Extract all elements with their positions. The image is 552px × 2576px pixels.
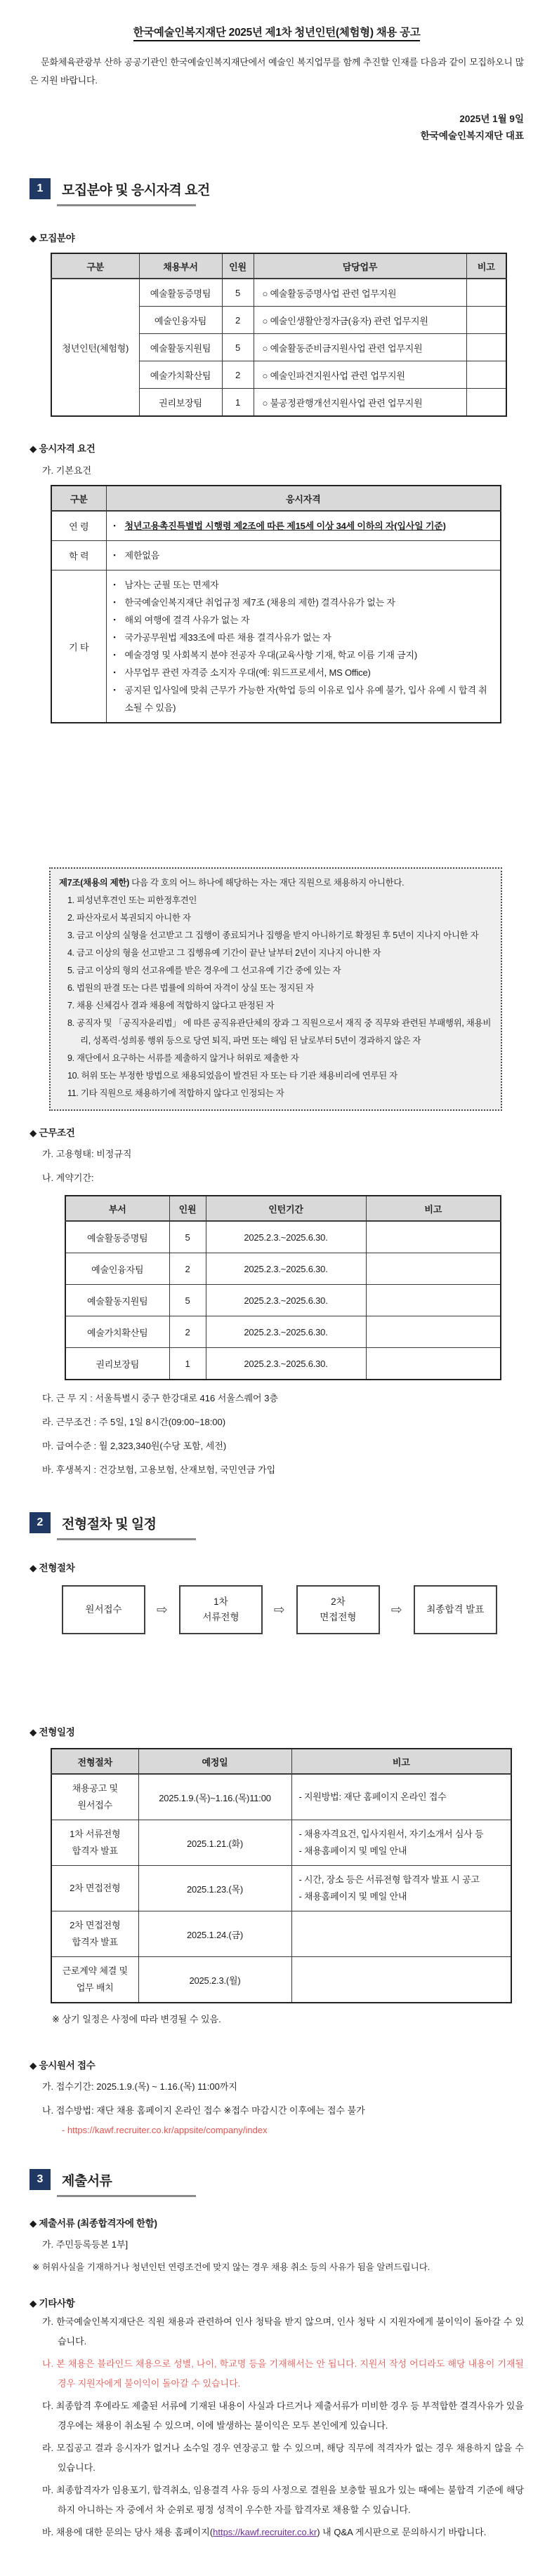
col-header: 비고 xyxy=(291,1749,511,1774)
col-header: 비고 xyxy=(366,1196,501,1221)
application-site-link[interactable]: - https://kawf.recruiter.co.kr/appsite/company/index xyxy=(62,2125,268,2135)
employment-type-line: 가. 고용형태: 비정규직 xyxy=(42,1149,132,1159)
section-recruit-fields xyxy=(29,178,524,1479)
heading-etc: ◆ 기타사항 xyxy=(29,2298,75,2309)
bullet-icon: ▪ xyxy=(113,616,116,623)
recruit-fields-table xyxy=(51,253,507,417)
table-row: 청년인턴(체험형) 예술활동증명팀 5 ○ 예술활동증명사업 관련 업무지원 xyxy=(51,279,506,307)
table-row: 1차 서류전형 합격자 발표 2025.1.21.(화) - 채용자격요건, 입사지원서, 자기소개서 심사 등 - 채용홈페이지 및 메일 안내 xyxy=(51,1820,511,1866)
work-location-line: 다. 근 무 지 : 서울특별시 중구 한강대로 416 서울스퀘어 3층 xyxy=(42,1393,278,1403)
schedule-table xyxy=(51,1748,512,2003)
col-header: 인턴기간 xyxy=(206,1196,366,1221)
table-row-etc: 기 타 ▪ 남자는 군필 또는 면제자 ▪ 한국예술인복지재단 취업규정 제7조 (채용의 제한) 결격사유가 없는 자 ▪ 해외 여행에 결격 사유가 없는 자 ▪ 국가공무원법 제33조에 따른 채용 결격사유가 없는 자 ▪ 예술경영 및 사회복지 분야 전공자 우대(교육사항 기재, 학교 이름 기재 금지) ▪ 사무업무 관련 자격증 소지자 우대(예: 워드프로세서, MS Office) ▪ 공지된 입사일에 맞춰 근무가 가능한 자(학업 등의 이유로 입사 유예 불가, 입사 유예 시 합격 취소될 수 있음) xyxy=(51,570,501,723)
table-row: 채용공고 및 원서접수 2025.1.9.(목)~1.16.(목)11:00 - 지원방법: 재단 홈페이지 온라인 접수 xyxy=(51,1774,511,1820)
heading-recruit-fields: ◆ 모집분야 xyxy=(29,233,75,243)
law-item: 3. 금고 이상의 실형을 선고받고 그 집행이 종료되거나 집행을 받지 아니하기로 확정된 후 5년이 지나지 아니한 자 xyxy=(67,930,479,940)
heading-application-submission: ◆ 응시원서 접수 xyxy=(29,2060,96,2071)
col-header: 전형절차 xyxy=(51,1749,138,1774)
col-header: 예정일 xyxy=(138,1749,291,1774)
law-item: 10. 허위 또는 부정한 방법으로 채용되었음이 발견된 자 또는 타 기관 채용비리에 연루된 자 xyxy=(67,1071,397,1081)
arrow-right-icon: ⇨ xyxy=(390,1602,402,1617)
law-item: 9. 재단에서 요구하는 서류를 제출하지 않거나 허위로 제출한 자 xyxy=(67,1053,299,1063)
heading-work-conditions: ◆ 근무조건 xyxy=(29,1128,75,1138)
law-item: 2. 파산자로서 복권되지 아니한 자 xyxy=(67,913,191,923)
section-rule xyxy=(57,1538,196,1540)
bullet-icon: ▪ xyxy=(113,522,116,529)
table-row: 예술활동지원팀 5 ○ 예술활동준비금지원사업 관련 업무지원 xyxy=(51,334,506,361)
law-item: 4. 금고 이상의 형을 선고받고 그 집행유예 기간이 끝난 날부터 2년이 지나지 아니한 자 xyxy=(67,948,381,958)
process-flowchart xyxy=(62,1585,524,1634)
section-title: 전형절차 및 일정 xyxy=(62,1516,157,1532)
table-row: 권리보장팀 1 ○ 불공정관행개선지원사업 관련 업무지원 xyxy=(51,389,506,417)
etc-item-d: 라. 모집공고 결과 응시자가 없거나 소수일 경우 연장공고 할 수 있으며, 해당 직무에 적격자가 없는 경우 채용하지 않을 수 있습니다. xyxy=(42,2443,524,2473)
flow-step-final-announcement: 최종합격 발표 xyxy=(414,1585,497,1634)
law-item: 11. 기타 직원으로 채용하기에 적합하지 않다고 인정되는 자 xyxy=(67,1088,284,1098)
bullet-icon: ▪ xyxy=(113,552,116,559)
sub-heading-basic-req: 가. 기본요건 xyxy=(42,465,92,476)
table-row: 권리보장팀 1 2025.2.3.~2025.6.30. xyxy=(65,1348,501,1380)
employment-restriction-box: 제7조(채용의 제한) 다음 각 호의 어느 하나에 해당하는 자는 재단 직원으로 채용하지 아니한다. 1. 피성년후견인 또는 피한정후견인 2. 파산자로서 복권되지 아니한 자 3. 금고 이상의 실형을 선고받고 그 집행이 종료되거나 집행을 받지 아니하기로 확정된 후 5년이 지나지 아니한 자 4. 금고 이상의 형을 선고받고 그 집행유예 기간이 끝난 날부터 2년이 지나지 아니한 자 5. 금고 이상의 형의 선고유예를 받은 경우에 그 선고유예 기간 중에 있는 자 6. 법원의 판결 또는 다른 법률에 의하여 자격이 상실 또는 정지된 자 7. 채용 신체검사 결과 채용에 적합하지 않다고 판정된 자 8. 공직자 및 「공직자윤리법」 에 따른 공직유관단체의 장과 그 직원으로서 재직 중 직무와 관련된 부패행위, 채용비리, 성폭력·성희롱 행위 등으로 당연 퇴직, 파면 또는 해임 된 날로부터 5년이 경과하지 않은 자 9. 재단에서 요구하는 서류를 제출하지 않거나 허위로 제출한 자 10. 허위 또는 부정한 방법으로 채용되었음이 발견된 자 또는 타 기관 채용비리에 연루된 자 11. 기타 직원으로 채용하기에 적합하지 않다고 인정되는 자 xyxy=(49,867,502,1111)
salary-line: 마. 급여수준 : 월 2,323,340원(수당 포함, 세전) xyxy=(42,1441,227,1451)
arrow-right-icon: ⇨ xyxy=(157,1602,168,1617)
table-row-age: 연 령 ▪ 청년고용촉진특별법 시행령 제2조에 따른 제15세 이상 34세 이하의 자(입사일 기준) xyxy=(51,511,501,541)
etc-item-b-blind-hiring: 나. 본 채용은 블라인드 채용으로 성별, 나이, 학교명 등을 기재해서는 안 됩니다. 지원서 작성 어디라도 해당 내용이 기재될 경우 지원자에게 불이익이 돌아갈 수 있습니다. xyxy=(42,2358,524,2389)
announcement-date: 2025년 1월 9일 xyxy=(459,114,524,124)
table-row: 예술활동지원팀 5 2025.2.3.~2025.6.30. xyxy=(65,1285,501,1316)
application-period-line: 가. 접수기간: 2025.1.9.(목) ~ 1.16.(목) 11:00까지 xyxy=(42,2081,237,2092)
intro-paragraph: 문화체육관광부 산하 공공기관인 한국예술인복지재단에서 예술인 복지업무를 함께 추진할 인재를 다음과 같이 모집하오니 많은 지원 바랍니다. xyxy=(29,57,524,86)
table-row: 2차 면접전형 2025.1.23.(목) - 시간, 장소 등은 서류전형 합격자 발표 시 공고 - 채용홈페이지 및 메일 안내 xyxy=(51,1866,511,1911)
table-row: 예술활동증명팀 5 2025.2.3.~2025.6.30. xyxy=(65,1221,501,1253)
etc-item-f: 바. 채용에 대한 문의는 당사 채용 홈페이지(https://kawf.recruiter.co.kr) 내 Q&A 게시판으로 문의하시기 바랍니다. xyxy=(42,2527,487,2537)
etc-item-a: 가. 한국예술인복지재단은 직원 채용과 관련하여 인사 청탁을 받지 않으며, 인사 청탁 시 지원자에게 불이익이 돌아갈 수 있습니다. xyxy=(42,2316,524,2347)
section-rule xyxy=(57,204,196,206)
col-header: 부서 xyxy=(65,1196,169,1221)
section-rule xyxy=(57,2195,196,2197)
bullet-icon: ▪ xyxy=(113,581,116,588)
heading-qualification: ◆ 응시자격 요건 xyxy=(29,443,96,454)
contract-period-label: 나. 계약기간: xyxy=(42,1173,94,1183)
etc-item-c: 다. 최종합격 후에라도 제출된 서류에 기재된 내용이 사실과 다르거나 제출서류가 미비한 경우 등 부적합한 결격사유가 있을 경우에는 채용이 취소될 수 있으며, 이에 발생하는 불이익은 모두 본인에게 있습니다. xyxy=(42,2401,524,2431)
work-hours-line: 라. 근무조건 : 주 5일, 1일 8시간(09:00~18:00) xyxy=(42,1417,226,1427)
bullet-icon: ▪ xyxy=(113,669,116,676)
qna-board-link[interactable]: https://kawf.recruiter.co.kr xyxy=(213,2527,317,2537)
bullet-icon: ▪ xyxy=(113,686,116,693)
flow-step-interview: 2차 면접전형 xyxy=(296,1585,380,1634)
col-header: 구분 xyxy=(51,486,106,511)
flow-step-document-screening: 1차 서류전형 xyxy=(179,1585,263,1634)
law-item: 7. 채용 신체검사 결과 채용에 적합하지 않다고 판정된 자 xyxy=(67,1001,275,1010)
section-number-badge: 1 xyxy=(29,178,51,199)
documents-warning: ※ 허위사실을 기재하거나 청년인턴 연령조건에 맞지 않는 경우 채용 취소 등의 사유가 됨을 알려드립니다. xyxy=(32,2262,431,2272)
document-item: 가. 주민등록등본 1부] xyxy=(42,2239,129,2250)
group-label-cell: 청년인턴(체험형) xyxy=(51,279,139,416)
col-header: 구분 xyxy=(51,253,139,279)
flow-step-application: 원서접수 xyxy=(62,1585,145,1634)
table-row: 예술가치확산팀 2 ○ 예술인파견지원사업 관련 업무지원 xyxy=(51,361,506,389)
application-method-line: 나. 접수방법: 재단 채용 홈페이지 온라인 접수 ※접수 마감시간 이후에는 접수 불가 xyxy=(42,2105,365,2116)
section-title: 제출서류 xyxy=(62,2173,112,2189)
table-row: 근로계약 체결 및 업무 배치 2025.2.3.(월) xyxy=(51,1957,511,2003)
section-number-badge: 3 xyxy=(29,2169,51,2190)
table-row: 예술인융자팀 2 ○ 예술인생활안정자금(융자) 관련 업무지원 xyxy=(51,307,506,334)
qualification-table xyxy=(51,485,501,723)
page-title: 한국예술인복지재단 2025년 제1차 청년인턴(체험형) 채용 공고 xyxy=(29,24,524,39)
col-header: 인원 xyxy=(222,253,254,279)
table-row: 예술인융자팀 2 2025.2.3.~2025.6.30. xyxy=(65,1253,501,1285)
col-header: 비고 xyxy=(466,253,506,279)
col-header: 담당업무 xyxy=(254,253,466,279)
heading-process: ◆ 전형절차 xyxy=(29,1563,75,1573)
heading-schedule: ◆ 전형일정 xyxy=(29,1727,75,1737)
schedule-footnote: ※ 상기 일정은 사정에 따라 변경될 수 있음. xyxy=(52,2014,221,2024)
heading-documents: ◆ 제출서류 (최종합격자에 한함) xyxy=(29,2218,157,2229)
bullet-icon: ▪ xyxy=(113,651,116,658)
bullet-icon: ▪ xyxy=(113,634,116,641)
arrow-right-icon: ⇨ xyxy=(273,1602,285,1617)
welfare-line: 바. 후생복지 : 건강보험, 고용보험, 산재보험, 국민연금 가입 xyxy=(42,1464,276,1475)
table-row-education: 학 력 ▪ 제한없음 xyxy=(51,541,501,570)
law-item: 5. 금고 이상의 형의 선고유예를 받은 경우에 그 선고유예 기간 중에 있는 자 xyxy=(67,966,341,975)
law-box-title: 제7조(채용의 제한) xyxy=(59,878,129,888)
section-process-schedule xyxy=(29,1512,524,2135)
law-item: 1. 피성년후견인 또는 피한정후견인 xyxy=(67,895,197,905)
section-number-badge: 2 xyxy=(29,1512,51,1533)
bullet-icon: ▪ xyxy=(113,599,116,606)
section-title: 모집분야 및 응시자격 요건 xyxy=(62,182,210,198)
etc-item-e: 마. 최종합격자가 임용포기, 합격취소, 임용결격 사유 등의 사정으로 결원을 보충할 필요가 있는 때에는 불합격 기준에 해당하지 아니하는 자 중에서 차 순위로 평정 성적이 우수한 자를 합격자로 채용할 수 있습니다. xyxy=(42,2485,524,2515)
col-header: 채용부서 xyxy=(139,253,222,279)
section-required-documents xyxy=(29,2169,524,2542)
signature: 한국예술인복지재단 대표 xyxy=(420,131,524,141)
contract-period-table xyxy=(65,1195,501,1380)
col-header: 응시자격 xyxy=(106,486,501,511)
col-header: 인원 xyxy=(169,1196,206,1221)
table-row: 예술가치확산팀 2 2025.2.3.~2025.6.30. xyxy=(65,1316,501,1348)
table-row: 2차 면접전형 합격자 발표 2025.1.24.(금) xyxy=(51,1911,511,1957)
law-item: 6. 법원의 판결 또는 다른 법률에 의하여 자격이 상실 또는 정지된 자 xyxy=(67,983,314,993)
law-item: 8. 공직자 및 「공직자윤리법」 에 따른 공직유관단체의 장과 그 직원으로서 재직 중 직무와 관련된 부패행위, 채용비리, 성폭력·성희롱 행위 등으로 당연 퇴직, 파면 또는 해임 된 날로부터 5년이 경과하지 않은 자 xyxy=(67,1018,492,1046)
